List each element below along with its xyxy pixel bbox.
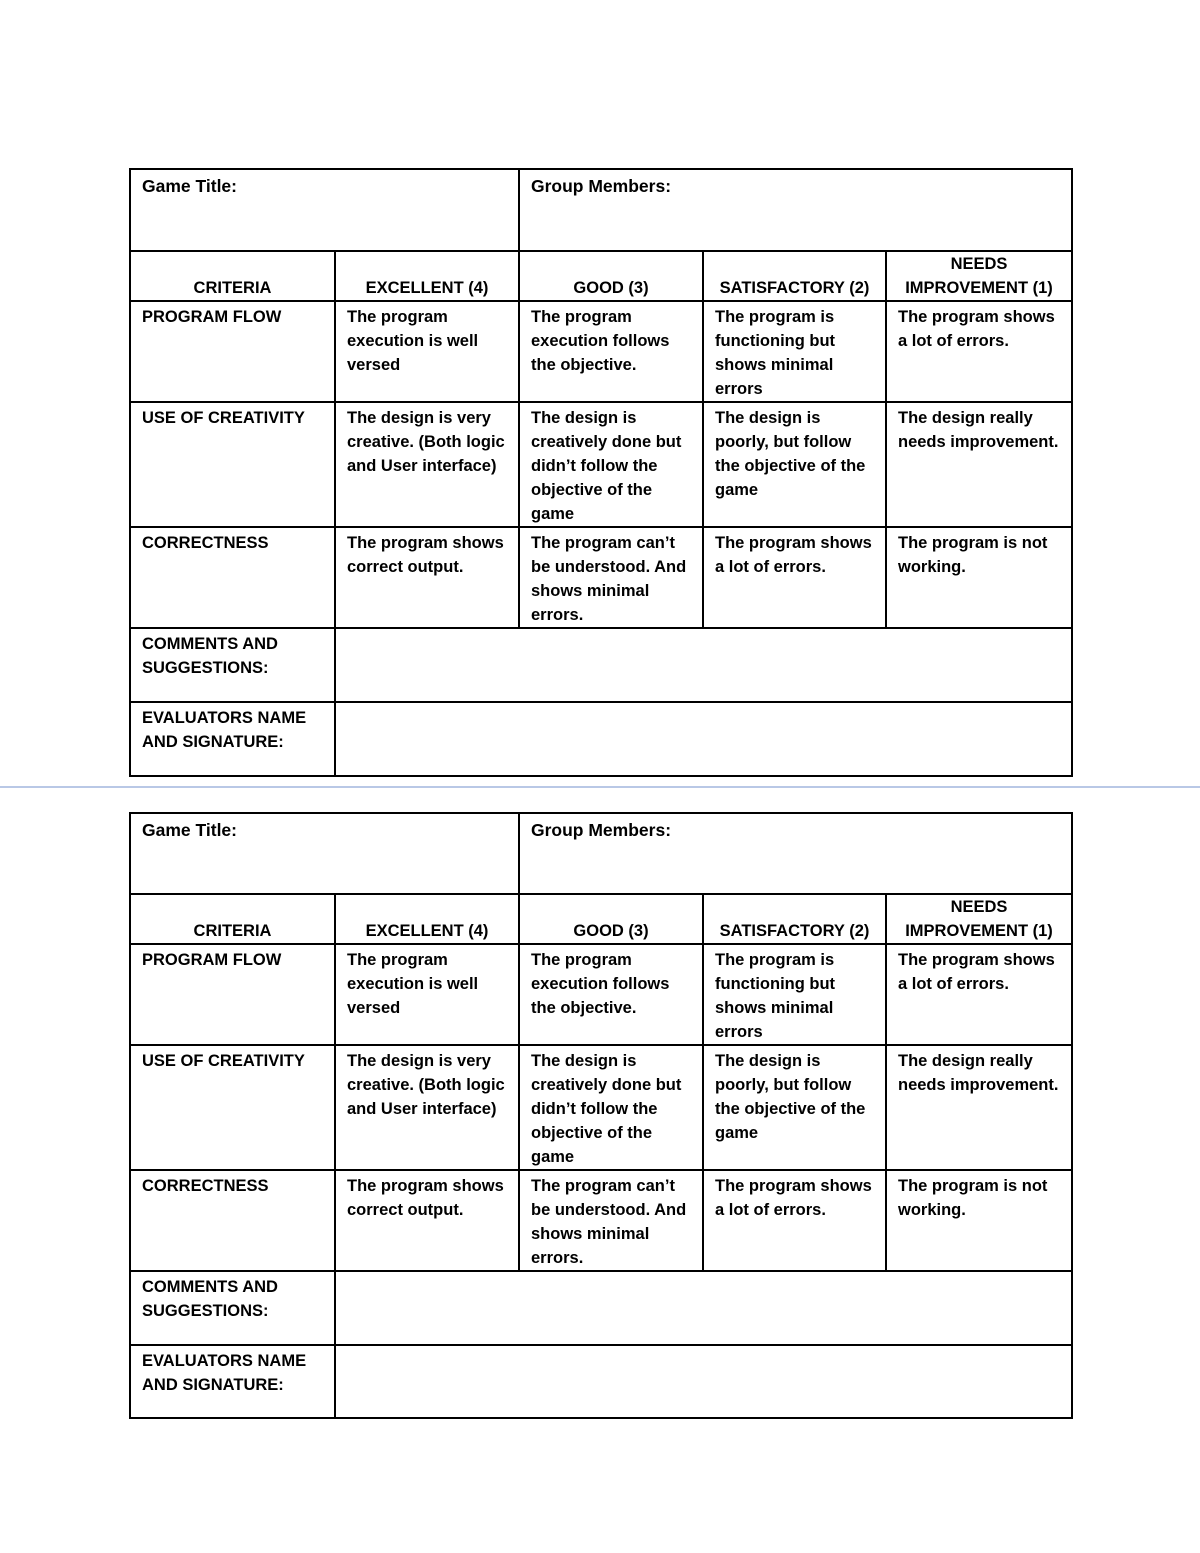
header-good: GOOD (3) xyxy=(519,251,703,301)
table-row xyxy=(130,1045,1072,1170)
header-needs-improvement: NEEDS IMPROVEMENT (1) xyxy=(886,894,1072,944)
header-good: GOOD (3) xyxy=(519,894,703,944)
rating-needs-improvement: The program shows a lot of errors. xyxy=(886,944,1072,1045)
game-title-label: Game Title: xyxy=(142,176,237,196)
criterion-program-flow: PROGRAM FLOW xyxy=(130,301,335,402)
comments-field[interactable] xyxy=(335,628,1072,702)
rating-good: The program can’t be understood. And shows minimal errors. xyxy=(519,1170,703,1271)
rating-good: The design is creatively done but didn’t follow the objective of the game xyxy=(519,402,703,527)
group-members-label: Group Members: xyxy=(531,176,672,196)
rating-satisfactory: The program shows a lot of errors. xyxy=(703,527,886,628)
game-title-label: Game Title: xyxy=(142,820,237,840)
game-title-cell[interactable] xyxy=(130,169,519,251)
rating-needs-improvement: The program is not working. xyxy=(886,527,1072,628)
table-row xyxy=(130,944,1072,1045)
table-row xyxy=(130,1170,1072,1271)
group-members-cell[interactable] xyxy=(519,169,1072,251)
rating-excellent: The program shows correct output. xyxy=(335,527,519,628)
criterion-program-flow: PROGRAM FLOW xyxy=(130,944,335,1045)
header-needs-improvement: NEEDS IMPROVEMENT (1) xyxy=(886,251,1072,301)
evaluator-signature-field[interactable] xyxy=(335,702,1072,776)
comments-field[interactable] xyxy=(335,1271,1072,1345)
header-excellent: EXCELLENT (4) xyxy=(335,894,519,944)
table-row xyxy=(130,301,1072,402)
comments-label: COMMENTS AND SUGGESTIONS: xyxy=(130,628,335,702)
criterion-correctness: CORRECTNESS xyxy=(130,527,335,628)
game-title-cell[interactable] xyxy=(130,813,519,894)
rating-excellent: The design is very creative. (Both logic and User interface) xyxy=(335,1045,519,1170)
rating-excellent: The program shows correct output. xyxy=(335,1170,519,1271)
table-row xyxy=(130,402,1072,527)
rubric-table-2 xyxy=(129,812,1073,1419)
header-excellent: EXCELLENT (4) xyxy=(335,251,519,301)
rating-excellent: The design is very creative. (Both logic and User interface) xyxy=(335,402,519,527)
rubric-table-1 xyxy=(129,168,1073,777)
header-satisfactory: SATISFACTORY (2) xyxy=(703,251,886,301)
group-members-label: Group Members: xyxy=(531,820,672,840)
rating-needs-improvement: The design really needs improvement. xyxy=(886,1045,1072,1170)
criterion-use-of-creativity: USE OF CREATIVITY xyxy=(130,402,335,527)
rating-satisfactory: The design is poorly, but follow the objective of the game xyxy=(703,1045,886,1170)
rating-needs-improvement: The program shows a lot of errors. xyxy=(886,301,1072,402)
page-divider xyxy=(0,786,1200,788)
comments-label: COMMENTS AND SUGGESTIONS: xyxy=(130,1271,335,1345)
rating-satisfactory: The program is functioning but shows minimal errors xyxy=(703,944,886,1045)
header-criteria: CRITERIA xyxy=(130,251,335,301)
header-criteria: CRITERIA xyxy=(130,894,335,944)
evaluator-signature-field[interactable] xyxy=(335,1345,1072,1418)
table-row xyxy=(130,527,1072,628)
rating-needs-improvement: The program is not working. xyxy=(886,1170,1072,1271)
rating-good: The program can’t be understood. And shows minimal errors. xyxy=(519,527,703,628)
rating-needs-improvement: The design really needs improvement. xyxy=(886,402,1072,527)
evaluator-label: EVALUATORS NAME AND SIGNATURE: xyxy=(130,702,335,776)
rating-good: The design is creatively done but didn’t follow the objective of the game xyxy=(519,1045,703,1170)
rating-good: The program execution follows the objective. xyxy=(519,944,703,1045)
rating-good: The program execution follows the objective. xyxy=(519,301,703,402)
criterion-correctness: CORRECTNESS xyxy=(130,1170,335,1271)
rating-satisfactory: The program is functioning but shows minimal errors xyxy=(703,301,886,402)
rating-excellent: The program execution is well versed xyxy=(335,301,519,402)
group-members-cell[interactable] xyxy=(519,813,1072,894)
criterion-use-of-creativity: USE OF CREATIVITY xyxy=(130,1045,335,1170)
rating-satisfactory: The design is poorly, but follow the objective of the game xyxy=(703,402,886,527)
rating-satisfactory: The program shows a lot of errors. xyxy=(703,1170,886,1271)
header-satisfactory: SATISFACTORY (2) xyxy=(703,894,886,944)
evaluator-label: EVALUATORS NAME AND SIGNATURE: xyxy=(130,1345,335,1418)
rating-excellent: The program execution is well versed xyxy=(335,944,519,1045)
